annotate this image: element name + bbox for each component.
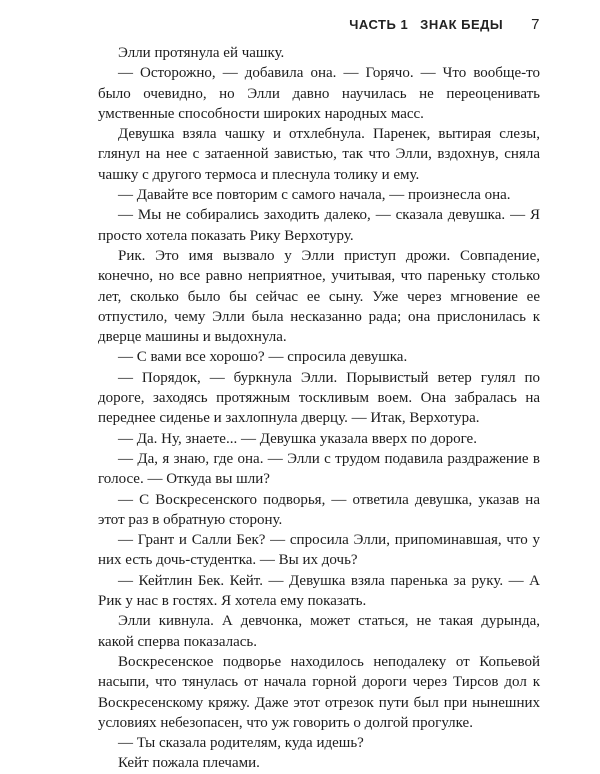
paragraph: — Да. Ну, знаете... — Девушка указала вверх по дороге. bbox=[118, 430, 477, 447]
paragraph: — Ты сказала родителям, куда идешь? bbox=[118, 735, 364, 752]
paragraph: Элли протянула ей чашку. bbox=[118, 45, 285, 61]
page-number: 7 bbox=[531, 16, 540, 33]
paragraph: Девушка взяла чашку и отхлебнула. Паренек, вытирая слезы, глянул на нее с затаенной завистью, так что Элли, вздохнув, сняла чашку с другого термоса и плеснула толику и ему. bbox=[98, 126, 540, 183]
paragraph: — Грант и Салли Бек? — спросила Элли, припоминавшая, что у них есть дочь-студентка. — Вы их дочь? bbox=[98, 532, 540, 569]
paragraph: — С вами все хорошо? — спросила девушка. bbox=[118, 349, 408, 366]
paragraph: — Давайте все повторим с самого начала, — произнесла она. bbox=[118, 187, 511, 204]
paragraph: — Порядок, — буркнула Элли. Порывистый ветер гулял по дороге, заходясь протяжным тоскливым воем. Она забралась на переднее сиденье и захлопнула дверцу. — Итак, Верхотура. bbox=[98, 369, 540, 427]
paragraph: — Осторожно, — добавила она. — Горячо. — Что вообще-то было очевидно, но Элли давно научилась не переоценивать умственные способности широких народных масс. bbox=[98, 65, 540, 122]
paragraph: — Да, я знаю, где она. — Элли с трудом подавила раздражение в голосе. — Откуда вы шли? bbox=[98, 450, 540, 488]
chapter-title: ЗНАК БЕДЫ bbox=[420, 17, 504, 32]
running-header bbox=[349, 16, 540, 33]
part-label: ЧАСТЬ 1 bbox=[349, 17, 409, 32]
paragraph: Элли кивнула. А девчонка, может статься, не такая дурында, какой сперва показалась. bbox=[98, 613, 540, 650]
paragraph: Рик. Это имя вызвало у Элли приступ дрожи. Совпадение, конечно, но все равно неприятное, учитывая, что пареньку столько лет, сколько было бы сейчас ее сыну. Уже через мгновение ее отпустило, чему Элли была несказанно рада; она прислонилась к дверце машины и выдохнула. bbox=[98, 247, 540, 346]
paragraph: — Мы не собирались заходить далеко, — сказала девушка. — Я просто хотела показать Рику Верхотуру. bbox=[98, 207, 540, 244]
paragraph: — Кейтлин Бек. Кейт. — Девушка взяла паренька за руку. — А Рик у нас в гостях. Я хотела ему показать. bbox=[98, 572, 540, 610]
paragraph: — С Воскресенского подворья, — ответила девушка, указав на этот раз в обратную сторону. bbox=[98, 491, 540, 528]
paragraph: Кейт пожала плечами. bbox=[118, 755, 260, 772]
paragraph: Воскресенское подворье находилось неподалеку от Копьевой насыпи, что тянулась от начала горной дороги через Тирсов дол к Воскресенскому кряжу. Даже этот отрезок пути был при нынешних условиях небезопасен, что уж говорить о долгой прогулке. bbox=[98, 653, 540, 731]
body-text bbox=[98, 43, 540, 774]
